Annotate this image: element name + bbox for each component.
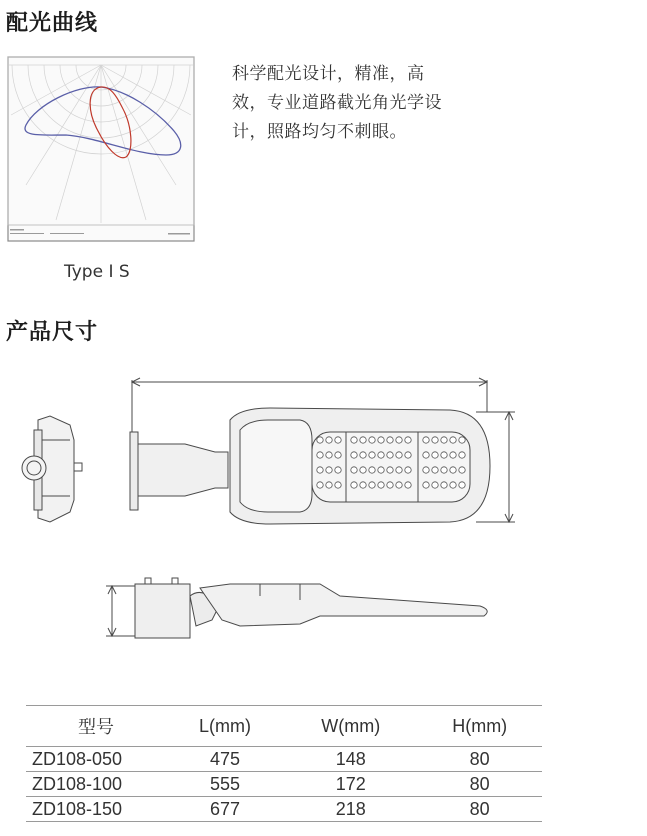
dimension-drawings bbox=[0, 360, 647, 660]
top-view-drawing bbox=[130, 378, 515, 524]
cell-model: ZD108-100 bbox=[26, 772, 166, 797]
end-view-drawing bbox=[22, 416, 82, 522]
header-model: 型号 bbox=[26, 706, 166, 747]
cell-model: ZD108-150 bbox=[26, 797, 166, 822]
table-row bbox=[26, 772, 542, 797]
header-width: W(mm) bbox=[284, 706, 417, 747]
cell-length: 677 bbox=[166, 797, 284, 822]
cell-width: 172 bbox=[284, 772, 417, 797]
cell-length: 475 bbox=[166, 747, 284, 772]
light-distribution-polar-chart bbox=[6, 55, 196, 243]
cell-height: 80 bbox=[417, 797, 542, 822]
side-view-drawing bbox=[106, 578, 487, 638]
optics-description: 科学配光设计，精准，高效，专业道路截光角光学设计，照路均匀不刺眼。 bbox=[232, 64, 442, 142]
cell-model: ZD108-050 bbox=[26, 747, 166, 772]
spec-table-header bbox=[26, 706, 542, 747]
spec-table bbox=[26, 705, 542, 822]
cell-length: 555 bbox=[166, 772, 284, 797]
table-row bbox=[26, 797, 542, 822]
polar-chart-caption: Type I S bbox=[64, 262, 130, 282]
header-length: L(mm) bbox=[166, 706, 284, 747]
cell-height: 80 bbox=[417, 772, 542, 797]
cell-width: 218 bbox=[284, 797, 417, 822]
header-height: H(mm) bbox=[417, 706, 542, 747]
table-row bbox=[26, 747, 542, 772]
light-distribution-title: 配光曲线 bbox=[6, 11, 99, 36]
cell-width: 148 bbox=[284, 747, 417, 772]
dimensions-title: 产品尺寸 bbox=[6, 320, 99, 345]
cell-height: 80 bbox=[417, 747, 542, 772]
